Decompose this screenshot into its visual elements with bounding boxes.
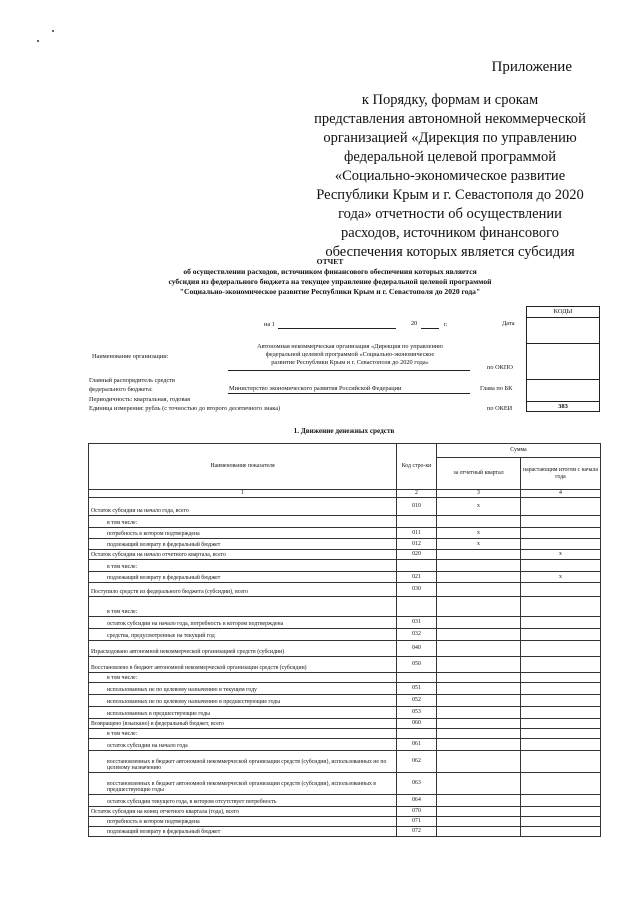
row-name: Возвращено (взыскано) в федеральный бюджет, всего	[89, 719, 397, 729]
table-row	[89, 707, 601, 719]
appendix-line: к Порядку, формам и срокам	[361, 92, 539, 108]
table-row	[89, 673, 601, 683]
table-row	[89, 729, 601, 739]
row-quarter-value[interactable]	[437, 751, 521, 773]
row-code: 021	[397, 572, 437, 583]
appendix-line: Республики Крым и г. Севастополя до 2020	[316, 187, 584, 203]
date-year-underline	[421, 328, 439, 329]
manager-underline	[228, 393, 470, 394]
table-row	[89, 657, 601, 673]
row-quarter-value[interactable]	[437, 516, 521, 528]
report-title-block	[120, 257, 540, 297]
scan-dot	[37, 40, 39, 42]
row-name: восстановленных в бюджет автономной некоммерческой организации средств (субсидии), использованных в предшествующие годы	[89, 773, 397, 795]
header-name: Наименование показателя	[89, 444, 397, 490]
row-code: 061	[397, 739, 437, 751]
table-row	[89, 827, 601, 837]
row-cumulative-value[interactable]	[521, 751, 601, 773]
row-code: 064	[397, 795, 437, 807]
header-cumulative: нарастающим итогом с начала года	[521, 458, 601, 490]
row-name: восстановленных в бюджет автономной некоммерческой организации средств (субсидии), использованных не по целевому назначению	[89, 751, 397, 773]
row-cumulative-value[interactable]	[521, 683, 601, 695]
row-name: в том числе:	[89, 729, 397, 739]
code-bk-cell[interactable]	[527, 379, 599, 402]
money-flow-table	[88, 443, 600, 837]
row-cumulative-value[interactable]	[521, 528, 601, 539]
table-row	[89, 817, 601, 827]
okei-label: по ОКЕИ	[487, 405, 513, 412]
row-quarter-value[interactable]	[437, 707, 521, 719]
row-name: в том числе:	[89, 673, 397, 683]
report-subtitle-line: субсидия из федерального бюджета на текущее управление федеральной целевой программой	[168, 277, 492, 286]
row-code: 072	[397, 827, 437, 837]
appendix-line: года» отчетности об осуществлении	[338, 206, 562, 222]
row-code: 050	[397, 657, 437, 673]
row-cumulative-value[interactable]	[521, 583, 601, 597]
row-name: остаток субсидии на начало года, потребность в котором подтверждена	[89, 617, 397, 629]
row-quarter-value[interactable]	[437, 695, 521, 707]
row-cumulative-value[interactable]	[521, 516, 601, 528]
table-row	[89, 719, 601, 729]
row-name: использованных не по целевому назначению в текущем году	[89, 683, 397, 695]
row-quarter-value[interactable]	[437, 827, 521, 837]
row-code: 070	[397, 807, 437, 817]
row-code: 032	[397, 629, 437, 641]
row-name: Поступило средств из федерального бюджета (субсидии), всего	[89, 583, 397, 597]
row-cumulative-value[interactable]	[521, 773, 601, 795]
report-title: ОТЧЕТ	[316, 257, 344, 266]
date-year: 20	[411, 320, 418, 327]
row-code: 071	[397, 817, 437, 827]
bk-label: Глава по БК	[480, 385, 513, 392]
manager-label-1: Главный распорядитель средств	[89, 377, 176, 384]
row-quarter-value[interactable]	[437, 560, 521, 572]
table-row	[89, 683, 601, 695]
row-quarter-value[interactable]	[437, 795, 521, 807]
row-quarter-value[interactable]: x	[437, 528, 521, 539]
row-cumulative-value[interactable]: x	[521, 572, 601, 583]
row-cumulative-value[interactable]	[521, 807, 601, 817]
row-quarter-value[interactable]	[437, 550, 521, 560]
appendix-line: федеральной целевой программой	[343, 149, 556, 165]
row-cumulative-value[interactable]	[521, 641, 601, 657]
table-row	[89, 739, 601, 751]
row-name: остаток субсидии текущего года, в котором отсутствует потребность	[89, 795, 397, 807]
row-name: в том числе:	[89, 560, 397, 572]
row-quarter-value[interactable]	[437, 597, 521, 617]
manager-label-2: федерального бюджета:	[89, 386, 153, 393]
row-quarter-value[interactable]	[437, 641, 521, 657]
table-body	[89, 498, 601, 837]
section-title: 1. Движение денежных средств	[293, 427, 395, 435]
table-row	[89, 695, 601, 707]
row-code: 063	[397, 773, 437, 795]
row-cumulative-value[interactable]	[521, 617, 601, 629]
appendix-title: Приложение	[491, 59, 572, 75]
row-cumulative-value[interactable]	[521, 695, 601, 707]
appendix-line: расходов, источником финансового	[341, 225, 559, 241]
row-code: 062	[397, 751, 437, 773]
table-row	[89, 617, 601, 629]
table-row	[89, 550, 601, 560]
header-quarter: за отчетный квартал	[437, 458, 521, 490]
codes-box	[526, 306, 600, 412]
row-name: подлежащий возврату в федеральный бюджет	[89, 572, 397, 583]
header-code: Код стро-ки	[397, 444, 437, 490]
row-code: 060	[397, 719, 437, 729]
row-code: 040	[397, 641, 437, 657]
row-name: Восстановлено в бюджет автономной некоммерческой организации средств (субсидии)	[89, 657, 397, 673]
code-okpo-cell[interactable]	[527, 343, 599, 380]
date-suffix: г.	[444, 321, 448, 328]
table-row	[89, 498, 601, 516]
table-row	[89, 795, 601, 807]
row-cumulative-value[interactable]	[521, 719, 601, 729]
row-name: средства, предусмотренные на текущий год	[89, 629, 397, 641]
row-name: подлежащий возврату в федеральный бюджет	[89, 539, 397, 550]
table-row	[89, 629, 601, 641]
report-subtitle-line: об осуществлении расходов, источником финансового обеспечения которых является	[183, 267, 477, 276]
row-name: потребность в котором подтверждена	[89, 528, 397, 539]
okpo-label: по ОКПО	[487, 364, 513, 371]
row-code: 020	[397, 550, 437, 560]
appendix-line: «Социально-экономическое развитие	[334, 168, 566, 184]
row-name: использованных в предшествующие годы	[89, 707, 397, 719]
row-code: 030	[397, 583, 437, 597]
row-cumulative-value[interactable]	[521, 817, 601, 827]
row-cumulative-value[interactable]	[521, 498, 601, 516]
report-subtitle-line: "Социально-экономическое развитие Республики Крым и г. Севастополя до 2020 года"	[179, 287, 481, 296]
row-quarter-value[interactable]	[437, 617, 521, 629]
row-quarter-value[interactable]	[437, 583, 521, 597]
row-name: Остаток субсидии на конец отчетного квартала (года), всего	[89, 807, 397, 817]
row-cumulative-value[interactable]	[521, 673, 601, 683]
row-code: 051	[397, 683, 437, 695]
row-cumulative-value[interactable]	[521, 539, 601, 550]
appendix-line: представления автономной некоммерческой	[314, 111, 586, 127]
row-quarter-value[interactable]	[437, 817, 521, 827]
codes-header: КОДЫ	[527, 307, 599, 318]
row-cumulative-value[interactable]	[521, 597, 601, 617]
row-quarter-value[interactable]	[437, 719, 521, 729]
row-quarter-value[interactable]	[437, 572, 521, 583]
row-quarter-value[interactable]	[437, 629, 521, 641]
table-row	[89, 560, 601, 572]
appendix-line: организацией «Дирекция по управлению	[323, 130, 577, 146]
row-code	[397, 560, 437, 572]
row-quarter-value[interactable]	[437, 807, 521, 817]
table-row	[89, 572, 601, 583]
row-quarter-value[interactable]	[437, 773, 521, 795]
org-value-line: Автономная некоммерческая организация «Дирекция по управлению	[257, 343, 443, 350]
date-day-underline	[278, 328, 396, 329]
manager-value: Министерство экономического развития Российской Федерации	[229, 385, 402, 392]
scan-dot	[52, 30, 54, 32]
row-cumulative-value[interactable]	[521, 629, 601, 641]
row-name: остаток субсидии на начало года	[89, 739, 397, 751]
org-value-line: федеральной целевой программой «Социально-экономическое	[265, 351, 435, 358]
row-cumulative-value[interactable]	[521, 560, 601, 572]
colnum: 1	[89, 490, 397, 498]
row-cumulative-value[interactable]	[521, 729, 601, 739]
period-text: Периодичность: квартальная, годовая	[89, 396, 191, 403]
row-name: в том числе:	[89, 516, 397, 528]
row-code: 011	[397, 528, 437, 539]
row-code: 012	[397, 539, 437, 550]
date-label: Дата	[502, 320, 515, 327]
unit-text: Единица измерения: рубль (с точностью до второго десятичного знака)	[89, 405, 281, 412]
colnum: 2	[397, 490, 437, 498]
row-quarter-value[interactable]	[437, 657, 521, 673]
row-code: 052	[397, 695, 437, 707]
table-row	[89, 751, 601, 773]
table-row	[89, 773, 601, 795]
row-quarter-value[interactable]: x	[437, 498, 521, 516]
row-code	[397, 516, 437, 528]
row-code: 053	[397, 707, 437, 719]
date-prefix: на 1	[264, 321, 275, 328]
code-date-cell[interactable]	[527, 317, 599, 343]
appendix-line: обеспечения которых является субсидия	[325, 244, 575, 260]
org-value	[230, 343, 470, 367]
row-name: Израсходовано автономной некоммерческой организацией средств (субсидии)	[89, 641, 397, 657]
row-name: потребность в котором подтверждена	[89, 817, 397, 827]
row-name: в том числе:	[89, 597, 397, 617]
row-code	[397, 597, 437, 617]
code-okei-cell: 383	[527, 401, 599, 412]
row-name: Остаток субсидии на начало года, всего	[89, 498, 397, 516]
row-code	[397, 729, 437, 739]
row-cumulative-value[interactable]: x	[521, 550, 601, 560]
row-name: использованных не по целевому назначению в предшествующие годы	[89, 695, 397, 707]
header-sum: Сумма	[437, 444, 601, 458]
row-quarter-value[interactable]	[437, 739, 521, 751]
row-cumulative-value[interactable]	[521, 707, 601, 719]
row-quarter-value[interactable]	[437, 673, 521, 683]
row-name: подлежащий возврату в федеральный бюджет	[89, 827, 397, 837]
table-row	[89, 539, 601, 550]
row-quarter-value[interactable]: x	[437, 539, 521, 550]
table-row	[89, 528, 601, 539]
row-cumulative-value[interactable]	[521, 827, 601, 837]
table-row	[89, 597, 601, 617]
table-row	[89, 583, 601, 597]
colnum: 3	[437, 490, 521, 498]
appendix-block	[300, 58, 600, 262]
row-code	[397, 673, 437, 683]
row-cumulative-value[interactable]	[521, 795, 601, 807]
table-row	[89, 641, 601, 657]
org-label: Наименование организации:	[92, 353, 169, 360]
table-row	[89, 807, 601, 817]
row-cumulative-value[interactable]	[521, 739, 601, 751]
row-quarter-value[interactable]	[437, 683, 521, 695]
org-value-line: развитие Республики Крым и г. Севастополя до 2020 года»	[271, 359, 429, 366]
table-row	[89, 516, 601, 528]
colnum: 4	[521, 490, 601, 498]
org-underline	[228, 370, 470, 371]
row-code: 031	[397, 617, 437, 629]
row-cumulative-value[interactable]	[521, 657, 601, 673]
row-quarter-value[interactable]	[437, 729, 521, 739]
row-name: Остаток субсидии на начало отчетного квартала, всего	[89, 550, 397, 560]
row-code: 010	[397, 498, 437, 516]
